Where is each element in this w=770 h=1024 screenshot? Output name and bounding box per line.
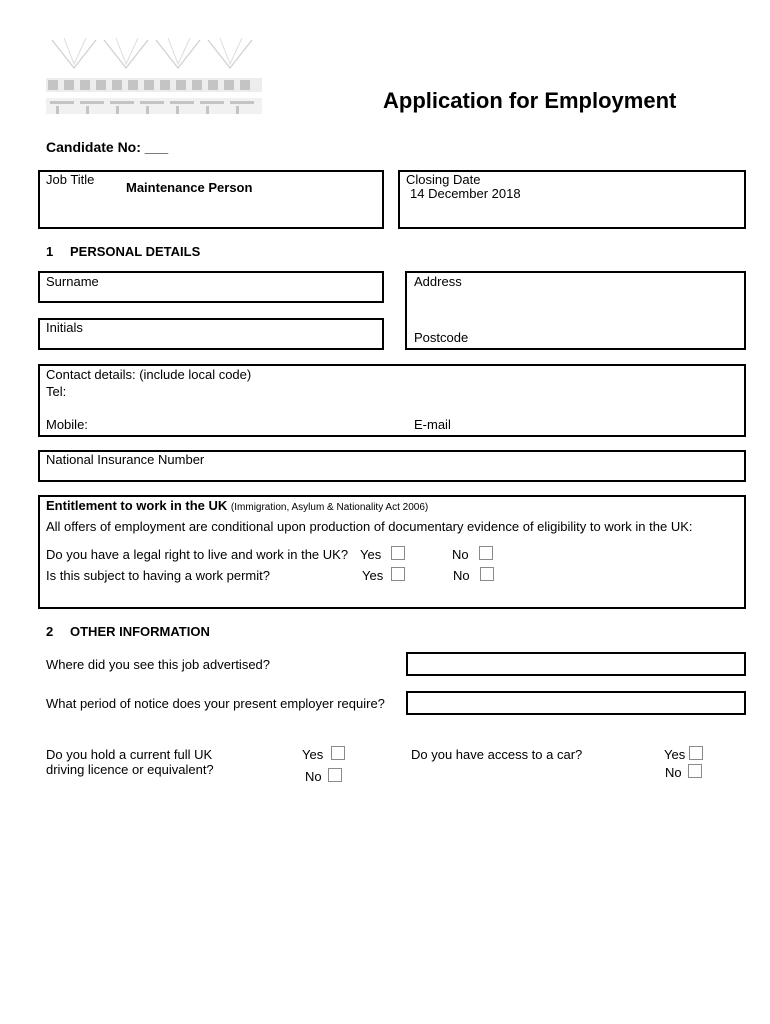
right-to-work-yes-checkbox[interactable] xyxy=(391,546,405,560)
notice-period-field[interactable] xyxy=(406,691,746,715)
car-access-question: Do you have access to a car? xyxy=(411,747,583,762)
initials-field[interactable] xyxy=(38,318,384,350)
initials-label: Initials xyxy=(46,320,83,335)
licence-question-line-1: Do you hold a current full UK xyxy=(46,747,213,762)
car-yes-checkbox[interactable] xyxy=(689,746,703,760)
section-1-title: PERSONAL DETAILS xyxy=(70,244,201,259)
address-label: Address xyxy=(414,274,462,289)
job-title-label: Job Title xyxy=(46,172,95,187)
tel-label[interactable]: Tel: xyxy=(46,384,67,399)
right-to-work-yes-label: Yes xyxy=(360,547,382,562)
car-yes-label: Yes xyxy=(664,747,686,762)
mobile-label[interactable]: Mobile: xyxy=(46,417,88,432)
licence-yes-checkbox[interactable] xyxy=(331,746,345,760)
entitlement-intro: All offers of employment are conditional upon production of documentary evidence of eligibility to work in the UK: xyxy=(46,519,693,534)
section-2-title: OTHER INFORMATION xyxy=(70,624,210,639)
section-2-number: 2 xyxy=(46,624,54,639)
job-title-value: Maintenance Person xyxy=(126,180,253,195)
entitlement-act: (Immigration, Asylum & Nationality Act 2006) xyxy=(230,502,429,513)
surname-label: Surname xyxy=(46,274,99,289)
licence-question-line-2: driving licence or equivalent? xyxy=(46,762,214,777)
page-title: Application for Employment xyxy=(383,88,677,113)
email-label[interactable]: E-mail xyxy=(414,417,451,432)
car-no-checkbox[interactable] xyxy=(688,764,702,778)
advertised-question: Where did you see this job advertised? xyxy=(46,657,271,672)
right-to-work-no-label: No xyxy=(452,547,469,562)
entitlement-heading: Entitlement to work in the UK xyxy=(46,498,228,513)
work-permit-yes-checkbox[interactable] xyxy=(391,567,405,581)
advertised-field[interactable] xyxy=(406,652,746,676)
postcode-label: Postcode xyxy=(414,330,469,345)
work-permit-question: Is this subject to having a work permit? xyxy=(46,568,270,583)
work-permit-no-label: No xyxy=(453,568,470,583)
ni-number-label: National Insurance Number xyxy=(46,452,205,467)
candidate-number: Candidate No: ___ xyxy=(46,139,169,155)
car-no-label: No xyxy=(665,765,682,780)
closing-date-value: 14 December 2018 xyxy=(410,186,521,201)
work-permit-yes-label: Yes xyxy=(362,568,384,583)
right-to-work-question: Do you have a legal right to live and work in the UK? xyxy=(46,547,349,562)
company-logo xyxy=(44,34,266,122)
licence-yes-label: Yes xyxy=(302,747,324,762)
licence-no-checkbox[interactable] xyxy=(328,768,342,782)
work-permit-no-checkbox[interactable] xyxy=(480,567,494,581)
notice-period-question: What period of notice does your present employer require? xyxy=(46,696,385,711)
section-1-number: 1 xyxy=(46,244,54,259)
licence-no-label: No xyxy=(305,769,322,784)
entitlement-heading-line xyxy=(46,498,428,513)
right-to-work-no-checkbox[interactable] xyxy=(479,546,493,560)
closing-date-label: Closing Date xyxy=(406,172,481,187)
contact-details-label: Contact details: (include local code) xyxy=(46,367,252,382)
